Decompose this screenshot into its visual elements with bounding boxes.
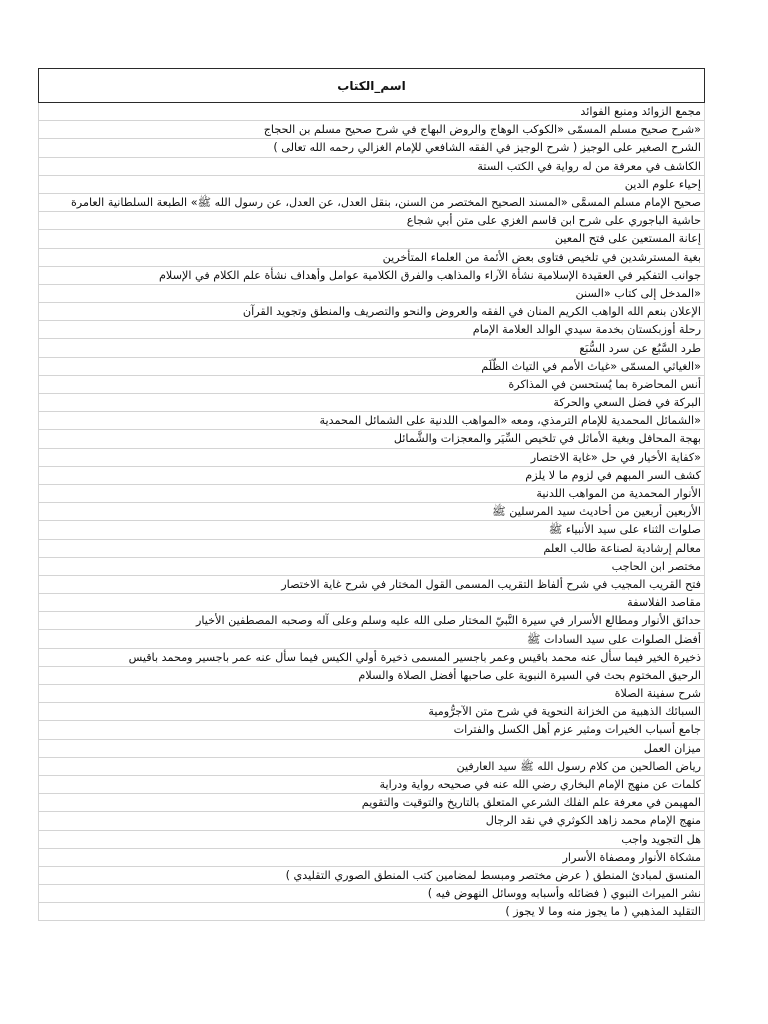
- column-header-book-name[interactable]: اسم_الكتاب: [39, 69, 705, 103]
- book-title-cell[interactable]: معالم إرشادية لصناعة طالب العلم: [39, 539, 705, 557]
- table-row: [39, 775, 705, 793]
- table-row: [39, 757, 705, 775]
- book-title-cell[interactable]: الأربعين أربعين من أحاديث سيد المرسلين ﷺ: [39, 503, 705, 521]
- book-title-cell[interactable]: مقاصد الفلاسفة: [39, 594, 705, 612]
- book-title-cell[interactable]: نشر الميراث النبوي ( فضائله وأسبابه ووسائل النهوض فيه ): [39, 885, 705, 903]
- book-title-cell[interactable]: مجمع الزوائد ومنبع الفوائد: [39, 103, 705, 121]
- book-title-cell[interactable]: منهج الإمام محمد زاهد الكوثري في نقد الرجال: [39, 812, 705, 830]
- table-row: [39, 175, 705, 193]
- book-title-cell[interactable]: إعانة المستعين على فتح المعين: [39, 230, 705, 248]
- book-title-cell[interactable]: إحياء علوم الدين: [39, 175, 705, 193]
- book-title-cell[interactable]: الكاشف في معرفة من له رواية في الكتب الستة: [39, 157, 705, 175]
- book-title-cell[interactable]: أفضل الصلوات على سيد السادات ﷺ: [39, 630, 705, 648]
- table-row: [39, 521, 705, 539]
- table-row: [39, 848, 705, 866]
- table-row: [39, 794, 705, 812]
- book-title-cell[interactable]: «كفاية الأخيار في حل «غاية الاختصار: [39, 448, 705, 466]
- book-title-cell[interactable]: الرحيق المختوم بحث في السيرة النبوية على صاحبها أفضل الصلاة والسلام: [39, 666, 705, 684]
- table-row: [39, 575, 705, 593]
- table-row: [39, 812, 705, 830]
- table-row: [39, 193, 705, 211]
- table-row: [39, 230, 705, 248]
- table-row: [39, 157, 705, 175]
- book-title-cell[interactable]: السبائك الذهبية من الخزانة النحوية في شرح متن الآجرُّومية: [39, 703, 705, 721]
- table-row: [39, 885, 705, 903]
- book-title-cell[interactable]: «الغياثي المسمّى «غياث الأمم في التياث الظُّلَم: [39, 357, 705, 375]
- table-row: [39, 539, 705, 557]
- table-row: [39, 212, 705, 230]
- book-title-cell[interactable]: البركة في فضل السعي والحركة: [39, 394, 705, 412]
- book-title-cell[interactable]: ميزان العمل: [39, 739, 705, 757]
- table-body: [39, 103, 705, 921]
- table-row: [39, 648, 705, 666]
- book-title-cell[interactable]: أنس المحاضرة بما يُستحسن في المذاكرة: [39, 375, 705, 393]
- book-title-cell[interactable]: حدائق الأنوار ومطالع الأسرار في سيرة النَّبيّ المختار صلى الله عليه وسلم وعلى آله وصحبه المصطفين الأخيار: [39, 612, 705, 630]
- table-row: [39, 703, 705, 721]
- table-row: [39, 484, 705, 502]
- table-row: [39, 721, 705, 739]
- book-title-cell[interactable]: فتح القريب المجيب في شرح ألفاظ التقريب المسمى القول المختار في شرح غاية الاختصار: [39, 575, 705, 593]
- book-title-cell[interactable]: الشرح الصغير على الوجيز ( شرح الوجيز في الفقه الشافعي للإمام الغزالي رحمه الله تعالى ): [39, 139, 705, 157]
- table-row: [39, 394, 705, 412]
- table-row: [39, 248, 705, 266]
- table-row: [39, 630, 705, 648]
- table-row: [39, 612, 705, 630]
- table-row: [39, 666, 705, 684]
- header-row: [39, 69, 705, 103]
- table-row: [39, 412, 705, 430]
- book-title-cell[interactable]: الإعلان بنعم الله الواهب الكريم المنان في الفقه والعروض والنحو والتصريف والمنطق وتجويد القرآن: [39, 303, 705, 321]
- book-title-cell[interactable]: «المدخل إلى كتاب «السنن: [39, 284, 705, 302]
- table-row: [39, 339, 705, 357]
- book-title-cell[interactable]: ذخيرة الخير فيما سأل عنه محمد باقيس وعمر باجسير المسمى ذخيرة أولي الكيس فيما سأل عنه عمر باجسير ومحمد باقيس: [39, 648, 705, 666]
- table-row: [39, 121, 705, 139]
- table-row: [39, 448, 705, 466]
- book-title-cell[interactable]: جوانب التفكير في العقيدة الإسلامية نشأة الآراء والمذاهب والفرق الكلامية عوامل وأهداف نشأة علم الكلام في الإسلام: [39, 266, 705, 284]
- book-title-cell[interactable]: جامع أسباب الخيرات ومثير عزم أهل الكسل والفترات: [39, 721, 705, 739]
- book-title-cell[interactable]: حاشية الباجوري على شرح ابن قاسم الغزي على متن أبي شجاع: [39, 212, 705, 230]
- book-title-cell[interactable]: رياض الصالحين من كلام رسول الله ﷺ سيد العارفين: [39, 757, 705, 775]
- book-title-cell[interactable]: هل التجويد واجب: [39, 830, 705, 848]
- books-table: [38, 68, 705, 921]
- table-row: [39, 103, 705, 121]
- book-title-cell[interactable]: بغية المسترشدين في تلخيص فتاوى بعض الأئمة من العلماء المتأخرين: [39, 248, 705, 266]
- table-row: [39, 284, 705, 302]
- table-row: [39, 557, 705, 575]
- book-title-cell[interactable]: كشف السر المبهم في لزوم ما لا يلزم: [39, 466, 705, 484]
- table-row: [39, 830, 705, 848]
- book-title-cell[interactable]: «الشمائل المحمدية للإمام الترمذي، ومعه «المواهب اللدنية على الشمائل المحمدية: [39, 412, 705, 430]
- table-row: [39, 357, 705, 375]
- book-title-cell[interactable]: التقليد المذهبي ( ما يجوز منه وما لا يجوز ): [39, 903, 705, 921]
- book-title-cell[interactable]: شرح سفينة الصلاة: [39, 685, 705, 703]
- book-title-cell[interactable]: رحلة أوزبكستان بخدمة سيدي الوالد العلامة الإمام: [39, 321, 705, 339]
- table-row: [39, 139, 705, 157]
- book-title-cell[interactable]: كلمات عن منهج الإمام البخاري رضي الله عنه في صحيحه رواية ودراية: [39, 775, 705, 793]
- book-title-cell[interactable]: «شرح صحيح مسلم المسمّى «الكوكب الوهاج والروض البهاج في شرح صحيح مسلم بن الحجاج: [39, 121, 705, 139]
- table-row: [39, 266, 705, 284]
- table-row: [39, 375, 705, 393]
- book-title-cell[interactable]: مختصر ابن الحاجب: [39, 557, 705, 575]
- table-row: [39, 321, 705, 339]
- table-row: [39, 430, 705, 448]
- table-row: [39, 903, 705, 921]
- table-row: [39, 503, 705, 521]
- book-title-cell[interactable]: الأنوار المحمدية من المواهب اللدنية: [39, 484, 705, 502]
- book-title-cell[interactable]: مشكاة الأنوار ومصفاة الأسرار: [39, 848, 705, 866]
- book-title-cell[interactable]: صحيح الإمام مسلم المسمَّى «المسند الصحيح المختصر من السنن، بنقل العدل، عن العدل، عن رسول الله ﷺ» الطبعة السلطانية العامرة: [39, 193, 705, 211]
- table-row: [39, 466, 705, 484]
- table-row: [39, 866, 705, 884]
- table-row: [39, 594, 705, 612]
- table-row: [39, 303, 705, 321]
- table-row: [39, 685, 705, 703]
- book-title-cell[interactable]: صلوات الثناء على سيد الأنبياء ﷺ: [39, 521, 705, 539]
- table-row: [39, 739, 705, 757]
- book-title-cell[interactable]: بهجة المحافل وبغية الأماثل في تلخيص السِّيَر والمعجزات والشَّمائل: [39, 430, 705, 448]
- book-title-cell[interactable]: المنسق لمبادئ المنطق ( عرض مختصر ومبسط لمضامين كتب المنطق الصوري التقليدي ): [39, 866, 705, 884]
- book-title-cell[interactable]: المهيمن في معرفة علم الفلك الشرعي المتعلق بالتاريخ والتوقيت والتقويم: [39, 794, 705, 812]
- book-title-cell[interactable]: طرد السَّبُع عن سرد السُّبَع: [39, 339, 705, 357]
